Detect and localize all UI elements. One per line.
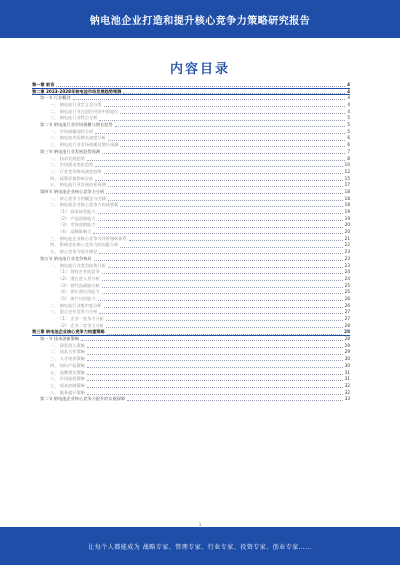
- toc-entry-label: 第五节 钠电池行业竞争格局: [40, 255, 92, 261]
- toc-entry-page: 25: [344, 289, 350, 295]
- toc-entry-label: （5） 客户议价能力: [58, 295, 96, 301]
- footer-slogan: 让每个人都能成为 战略专家、管理专家、行业专家、投资专家、创业专家……: [88, 543, 312, 551]
- toc-entry-section[interactable]: [32, 336, 350, 343]
- toc-entry-page: 32: [344, 389, 350, 395]
- toc-entry-page: 6: [347, 135, 350, 141]
- toc-entry-label: 四、 知识产权策略: [50, 362, 85, 368]
- toc-entry-page: 4: [347, 102, 350, 108]
- toc-dot-leader: [108, 200, 343, 201]
- toc-entry-label: （3） 市场营销能力: [58, 222, 96, 228]
- toc-entry-label: 第二节 钠电池行业市场规模与增长趋势: [40, 122, 113, 128]
- toc-entry-item[interactable]: [32, 316, 350, 323]
- toc-entry-label: 三、 重点企业竞争力分析: [50, 309, 98, 315]
- toc-dot-leader: [81, 340, 343, 341]
- toc-entry-label: 一、 研发投入策略: [50, 342, 85, 348]
- toc-dot-leader: [94, 260, 343, 261]
- toc-dot-leader: [104, 106, 346, 107]
- toc-entry-label: （2） 企业二竞争力分析: [58, 322, 104, 328]
- toc-title: 内容目录: [169, 62, 230, 77]
- toc-entry-label: 四、 影响企业核心竞争力的因素分析: [50, 242, 119, 248]
- toc-dot-leader: [108, 267, 343, 268]
- toc-entry-page: 18: [344, 188, 350, 194]
- toc-entry-label: 一、 技术发展趋势: [50, 155, 85, 161]
- toc-dot-leader: [120, 146, 345, 147]
- toc-entry-page: 24: [344, 269, 350, 275]
- page-number: 1: [198, 522, 202, 527]
- toc-dot-leader: [108, 140, 346, 141]
- toc-entry-chapter[interactable]: [32, 82, 350, 89]
- toc-entry-item[interactable]: [32, 142, 350, 149]
- toc-entry-page: 4: [347, 95, 350, 101]
- toc-entry-label: （1） 现有企业间竞争: [58, 269, 100, 275]
- toc-entry-page: 18: [344, 202, 350, 208]
- toc-entry-item[interactable]: [32, 269, 350, 276]
- toc-entry-section[interactable]: [32, 396, 350, 403]
- toc-entry-page: 27: [344, 316, 350, 322]
- toc-entry-item[interactable]: [32, 249, 350, 256]
- toc-dot-leader: [87, 360, 343, 361]
- toc-dot-leader: [120, 113, 345, 114]
- toc-entry-page: 28: [344, 322, 350, 328]
- toc-entry-label: 五、 品牌建设策略: [50, 369, 85, 375]
- toc-entry-page: 31: [344, 376, 350, 382]
- toc-dot-leader: [73, 99, 346, 100]
- toc-entry-page: 7: [347, 148, 350, 154]
- toc-entry-page: 5: [347, 122, 350, 128]
- toc-dot-leader: [106, 327, 343, 328]
- toc-dot-leader: [102, 287, 343, 288]
- toc-entry-item[interactable]: [32, 289, 350, 296]
- toc-entry-item[interactable]: [32, 363, 350, 370]
- toc-entry-page: 20: [344, 229, 350, 235]
- toc-entry-label: 二、 技术合作策略: [50, 349, 85, 355]
- toc-entry-page: 4: [347, 88, 350, 94]
- toc-dot-leader: [120, 247, 342, 248]
- toc-dot-leader: [102, 273, 343, 274]
- toc-entry-section[interactable]: [32, 149, 350, 156]
- toc-entry-label: 二、 钠电池行业在国民经济中的地位: [50, 108, 119, 114]
- toc-entry-page: 24: [344, 275, 350, 281]
- toc-entry-page: 31: [344, 369, 350, 375]
- toc-dot-leader: [87, 160, 345, 161]
- toc-entry-page: 26: [344, 302, 350, 308]
- toc-entry-label: 三、 人才培养策略: [50, 356, 85, 362]
- toc-dot-leader: [87, 347, 343, 348]
- toc-entry-label: （4） 品牌影响力: [58, 229, 92, 235]
- toc-dot-leader: [115, 126, 346, 127]
- toc-dot-leader: [93, 233, 342, 234]
- toc-entry-page: 23: [344, 249, 350, 255]
- toc-entry-item[interactable]: [32, 102, 350, 109]
- toc-entry-label: 五、 钠电池行业发展前景预测: [50, 182, 106, 188]
- toc-entry-page: 27: [344, 309, 350, 315]
- toc-entry-page: 23: [344, 262, 350, 268]
- toc-entry-label: 一、 核心竞争力的概念与内涵: [50, 195, 106, 201]
- toc-entry-label: 二、 钠电池市场增长速度分析: [50, 135, 106, 141]
- header-band: [0, 0, 400, 38]
- toc-entry-label: 一、 钠电池行业定义及分类: [50, 102, 102, 108]
- toc-dot-leader: [102, 293, 343, 294]
- toc-dot-leader: [87, 374, 343, 375]
- toc-entry-label: 第一章 前言: [32, 81, 55, 87]
- toc-entry-item[interactable]: [32, 276, 350, 283]
- toc-dot-leader: [106, 193, 343, 194]
- toc-entry-page: 15: [344, 175, 350, 181]
- toc-entry-item[interactable]: [32, 209, 350, 216]
- toc-entry-label: 第二节 钠电池企业核心竞争力提升的实施保障: [40, 396, 126, 402]
- toc-entry-page: 21: [344, 235, 350, 241]
- toc-dot-leader: [87, 387, 343, 388]
- toc-entry-page: 30: [344, 362, 350, 368]
- toc-entry-chapter[interactable]: [32, 329, 350, 336]
- toc-entry-label: 一、 市场规模现状分析: [50, 128, 94, 134]
- toc-entry-item[interactable]: [32, 229, 350, 236]
- toc-entry-label: 四、 政策环境影响分析: [50, 175, 94, 181]
- table-of-contents: [32, 82, 350, 403]
- toc-entry-label: 第三章 钠电池企业核心竞争力构建策略: [32, 329, 105, 335]
- toc-entry-label: 第三节 钠电池行业发展趋势预测: [40, 148, 100, 154]
- toc-entry-page: 6: [347, 142, 350, 148]
- toc-dot-leader: [98, 227, 343, 228]
- toc-entry-page: 26: [344, 295, 350, 301]
- toc-entry-label: 二、 钠电池企业核心竞争力构成要素: [50, 202, 119, 208]
- toc-entry-page: 22: [344, 242, 350, 248]
- toc-entry-item[interactable]: [32, 356, 350, 363]
- toc-entry-page: 25: [344, 282, 350, 288]
- toc-entry-page: 29: [344, 342, 350, 348]
- toc-entry-label: 七、 成本控制策略: [50, 382, 85, 388]
- toc-entry-section[interactable]: [32, 256, 350, 263]
- toc-entry-page: 32: [344, 382, 350, 388]
- toc-dot-leader: [127, 400, 343, 401]
- toc-entry-label: 三、 行业竞争格局演变趋势: [50, 168, 102, 174]
- toc-dot-leader: [95, 166, 342, 167]
- toc-entry-page: 4: [347, 108, 350, 114]
- toc-entry-page: 5: [347, 115, 350, 121]
- toc-dot-leader: [106, 320, 343, 321]
- toc-entry-label: （2） 产品创新能力: [58, 215, 96, 221]
- toc-entry-section[interactable]: [32, 189, 350, 196]
- toc-entry-page: 20: [344, 222, 350, 228]
- toc-entry-label: （4） 供应商议价能力: [58, 289, 100, 295]
- toc-entry-item[interactable]: [32, 296, 350, 303]
- toc-entry-page: 10: [344, 162, 350, 168]
- toc-dot-leader: [99, 253, 342, 254]
- toc-dot-leader: [99, 120, 345, 121]
- toc-dot-leader: [129, 240, 343, 241]
- toc-dot-leader: [95, 180, 342, 181]
- toc-dot-leader: [120, 206, 342, 207]
- toc-entry-label: 第四节 钠电池企业核心竞争力分析: [40, 188, 105, 194]
- toc-entry-page: 17: [344, 182, 350, 188]
- toc-entry-page: 28: [344, 329, 350, 335]
- toc-entry-page: 23: [344, 255, 350, 261]
- toc-dot-leader: [102, 280, 343, 281]
- toc-entry-label: 第一节 行业概述: [40, 95, 71, 101]
- footer-band: [0, 527, 400, 565]
- toc-dot-leader: [87, 367, 343, 368]
- toc-entry-page: 4: [347, 81, 350, 87]
- toc-entry-label: 八、 服务提升策略: [50, 389, 85, 395]
- toc-entry-label: （1） 企业一竞争力分析: [58, 316, 104, 322]
- toc-entry-item[interactable]: [32, 182, 350, 189]
- toc-entry-page: 18: [344, 195, 350, 201]
- toc-entry-page: 28: [344, 336, 350, 342]
- toc-dot-leader: [87, 394, 343, 395]
- toc-entry-label: 第一节 技术创新策略: [40, 336, 80, 342]
- toc-entry-page: 29: [344, 349, 350, 355]
- toc-entry-label: 三、 钠电池企业核心竞争力评价指标体系: [50, 235, 127, 241]
- toc-entry-page: 33: [344, 396, 350, 402]
- toc-dot-leader: [87, 380, 343, 381]
- toc-dot-leader: [102, 153, 345, 154]
- toc-entry-page: 8: [347, 155, 350, 161]
- toc-dot-leader: [98, 213, 343, 214]
- toc-entry-label: （2） 潜在进入者分析: [58, 275, 100, 281]
- toc-entry-label: （1） 技术研发能力: [58, 209, 96, 215]
- toc-dot-leader: [98, 220, 343, 221]
- toc-entry-label: 二、 钠电池行业集中度分析: [50, 302, 102, 308]
- toc-dot-leader: [104, 307, 343, 308]
- toc-entry-page: 30: [344, 356, 350, 362]
- toc-entry-item[interactable]: [32, 169, 350, 176]
- report-title: 钠电池企业打造和提升核心竞争力策略研究报告: [89, 15, 311, 27]
- toc-entry-label: 第二章 2023-2028年钠电池市场发展趋势预测: [32, 88, 122, 94]
- toc-entry-label: 三、 钠电池行业市场规模及增长预测: [50, 142, 119, 148]
- toc-dot-leader: [87, 354, 343, 355]
- toc-entry-item[interactable]: [32, 162, 350, 169]
- toc-entry-page: 12: [344, 168, 350, 174]
- toc-entry-item[interactable]: [32, 383, 350, 390]
- toc-dot-leader: [99, 313, 342, 314]
- toc-entry-item[interactable]: [32, 376, 350, 383]
- toc-entry-page: 19: [344, 209, 350, 215]
- toc-dot-leader: [108, 186, 343, 187]
- toc-entry-label: 三、 钠电池行业特点分析: [50, 115, 98, 121]
- toc-entry-page: 5: [347, 128, 350, 134]
- toc-dot-leader: [104, 173, 343, 174]
- toc-entry-label: 一、 钠电池行业竞争结构分析: [50, 262, 106, 268]
- toc-entry-label: 六、 市场拓展策略: [50, 376, 85, 382]
- toc-entry-label: 二、 市场需求变化趋势: [50, 162, 94, 168]
- toc-entry-chapter[interactable]: [32, 89, 350, 96]
- toc-entry-page: 19: [344, 215, 350, 221]
- toc-dot-leader: [95, 133, 345, 134]
- toc-entry-label: （3） 替代品威胁分析: [58, 282, 100, 288]
- toc-dot-leader: [98, 300, 343, 301]
- toc-entry-label: 五、 核心竞争力提升路径: [50, 249, 98, 255]
- toc-entry-section[interactable]: [32, 122, 350, 129]
